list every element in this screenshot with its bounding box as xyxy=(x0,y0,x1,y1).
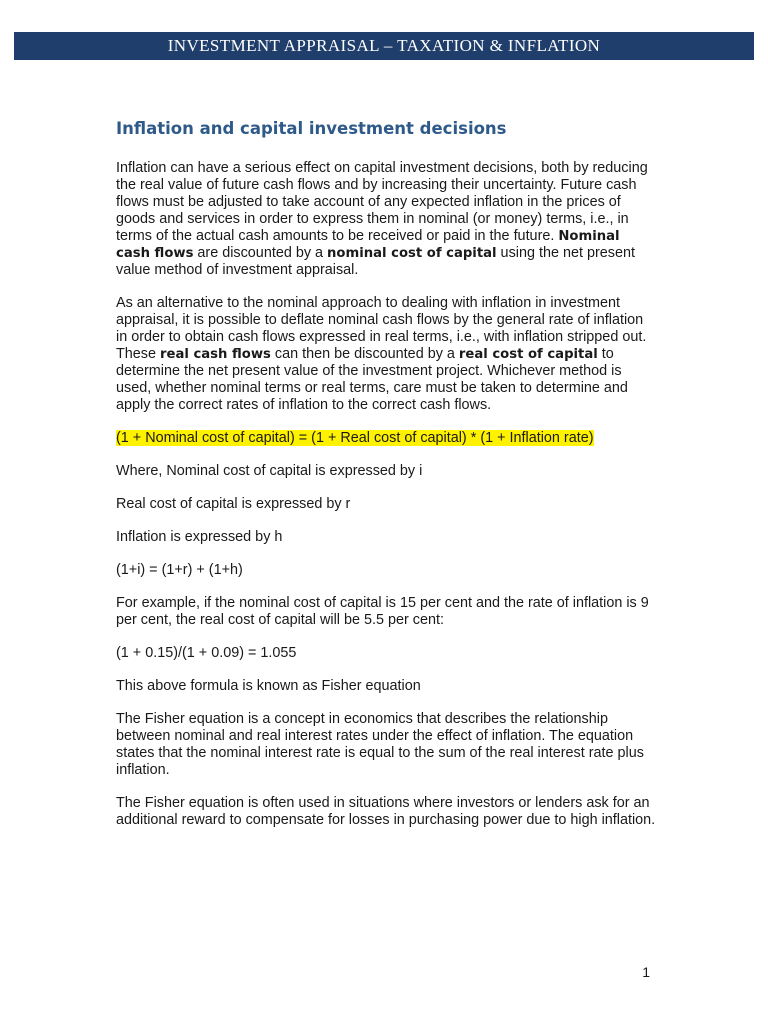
formula-short: (1+i) = (1+r) + (1+h) xyxy=(116,562,243,578)
paragraph-nominal-approach xyxy=(116,160,656,279)
term-nominal-cash-flows: Nominal cash flows xyxy=(116,229,620,261)
text-run: using the net present value method of investment appraisal. xyxy=(116,245,635,278)
paragraph-real-approach xyxy=(116,295,656,414)
text-run: to determine the net present value of the investment project. Whichever method is used, whether nominal terms or real terms, care must be taken to determine and apply the correct rates of inflation to the correct cash flows. xyxy=(116,346,628,413)
text-run: can then be discounted by a xyxy=(270,346,459,362)
example-calculation: (1 + 0.15)/(1 + 0.09) = 1.055 xyxy=(116,645,297,661)
definition-inflation: Inflation is expressed by h xyxy=(116,529,283,545)
section-heading: Inflation and capital investment decisions xyxy=(116,119,507,138)
definition-real: Real cost of capital is expressed by r xyxy=(116,496,351,512)
fisher-known-paragraph: This above formula is known as Fisher equation xyxy=(116,678,421,694)
definition-nominal: Where, Nominal cost of capital is expressed by i xyxy=(116,463,423,479)
text-run: Inflation can have a serious effect on capital investment decisions, both by reducing the real value of future cash flows and by increasing their uncertainty. Future cash flows must be adjusted to take account of any expected inflation in the prices of goods and services in order to express them in nominal (or money) terms, i.e., in terms of the actual cash amounts to be received or paid in the future. xyxy=(116,160,648,244)
page-number: 1 xyxy=(642,964,650,980)
formula-paragraph xyxy=(116,430,656,447)
page-content xyxy=(116,118,656,845)
example-paragraph: For example, if the nominal cost of capital is 15 per cent and the rate of inflation is 9 per cent, the real cost of capital will be 5.5 per cent: xyxy=(116,595,649,628)
fisher-usage-paragraph: The Fisher equation is often used in situations where investors or lenders ask for an additional reward to compensate for losses in purchasing power due to high inflation. xyxy=(116,795,656,828)
highlighted-formula: (1 + Nominal cost of capital) = (1 + Real cost of capital) * (1 + Inflation rate) xyxy=(116,430,594,446)
document-banner: INVESTMENT APPRAISAL – TAXATION & INFLATION xyxy=(14,32,754,60)
term-nominal-cost-of-capital: nominal cost of capital xyxy=(327,246,497,261)
term-real-cash-flows: real cash flows xyxy=(160,347,271,362)
text-run: As an alternative to the nominal approach to dealing with inflation in investment appraisal, it is possible to deflate nominal cash flows by the general rate of inflation in order to obtain cash flows expressed in real terms, i.e., with inflation stripped out. These xyxy=(116,295,647,362)
fisher-description-paragraph: The Fisher equation is a concept in economics that describes the relationship between nominal and real interest rates under the effect of inflation. The equation states that the nominal interest rate is equal to the sum of the real interest rate plus inflation. xyxy=(116,711,644,778)
term-real-cost-of-capital: real cost of capital xyxy=(458,347,598,362)
text-run: are discounted by a xyxy=(193,245,328,261)
